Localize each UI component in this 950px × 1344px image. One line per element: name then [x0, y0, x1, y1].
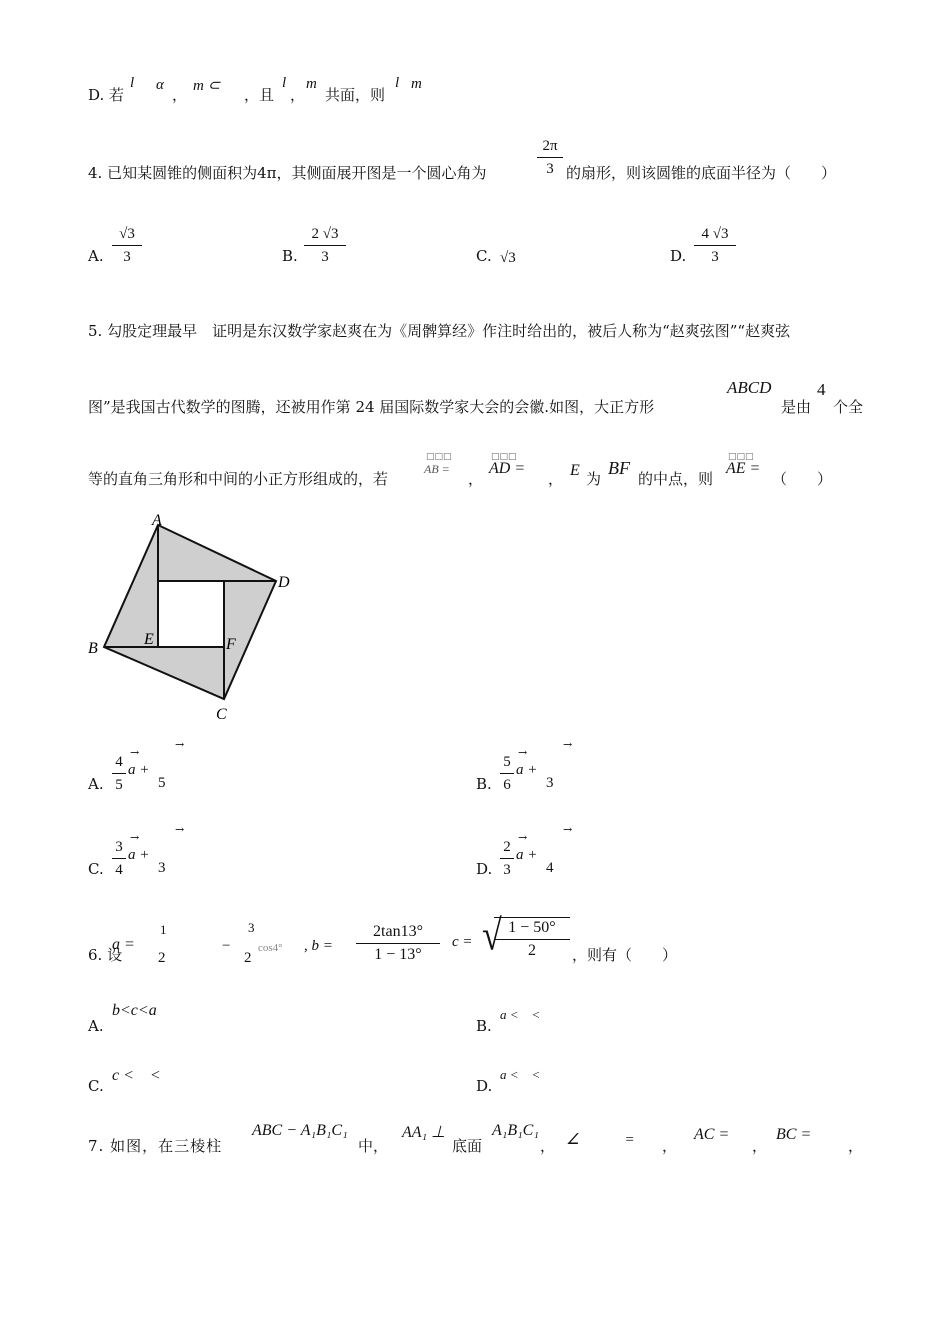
q4-stem-tail: 的扇形，则该圆锥的底面半径为（ ）: [566, 164, 837, 182]
q6-stem-tail: ，则有（ ）: [572, 946, 678, 964]
q5-stem-line1: 5. 勾股定理最早 证明是东汉数学家赵爽在为《周髀算经》作注时给出的，被后人称为“赵爽弦图”“赵爽弦: [88, 322, 791, 340]
denominator: 3: [321, 249, 329, 265]
math-ac-eq: AC =: [694, 1126, 730, 1143]
option-label: C.: [88, 1077, 104, 1095]
fraction-bar: [356, 943, 440, 944]
math-ae: AE =: [726, 460, 761, 477]
text: 共面，则: [325, 86, 386, 104]
q6-stem-start: 6. 设: [88, 946, 123, 964]
option-label: D.: [88, 86, 105, 104]
math-ab: AB =: [424, 462, 450, 476]
math-m: m: [411, 76, 422, 92]
fraction-bar: [112, 773, 126, 774]
minus: −: [222, 938, 231, 954]
text: 中，: [358, 1137, 389, 1155]
den-2: 2: [244, 950, 252, 966]
option-tail: 3: [546, 775, 554, 791]
text: 个全: [833, 398, 864, 416]
vector-arrow: →: [175, 738, 185, 751]
denominator: 6: [503, 777, 511, 793]
math-bf: BF: [608, 458, 630, 478]
text: 的中点，则: [638, 470, 714, 488]
math-angle: ∠ =: [566, 1132, 650, 1148]
math-four: 4: [817, 380, 826, 399]
q5-option-a-fraction: [112, 752, 126, 795]
vector-arrow-placeholder: □□□: [491, 452, 517, 462]
math-l: l: [130, 75, 135, 91]
a-den: 2: [158, 950, 166, 966]
q6-b-fraction: [356, 922, 440, 965]
vector-arrow: →: [518, 831, 528, 844]
text: 底面: [452, 1137, 483, 1155]
numerator: 4: [115, 754, 123, 770]
vector-arrow: →: [563, 823, 573, 836]
vector-arrow-placeholder: □□□: [426, 452, 452, 462]
option-tail: 3: [158, 860, 166, 876]
numerator: 4 √3: [701, 226, 729, 242]
math-ad: AD =: [489, 460, 526, 477]
text: ，: [752, 1137, 768, 1155]
math-a-eq: a =: [112, 936, 135, 953]
vector-arrow: →: [175, 823, 185, 836]
text: ，: [290, 86, 306, 104]
a-num: 1: [160, 922, 167, 937]
point-label-d: D: [278, 574, 290, 591]
option-label: A.: [88, 775, 104, 793]
math-bc-eq: BC =: [776, 1126, 812, 1143]
text: ，且: [244, 86, 275, 104]
numerator: 2: [503, 839, 511, 855]
q4-option-a-fraction: [112, 224, 142, 267]
q5-stem-line2: 图”是我国古代数学的图腾，还被用作第 24 届国际数学家大会的会徽.如图，大正方形: [88, 398, 655, 416]
math-aa1-perp: AA₁ ⊥: [402, 1124, 446, 1141]
q6-option-b-value: a < <: [500, 1007, 541, 1022]
q5-option-b-fraction: [500, 752, 514, 795]
vector-arrow: →: [518, 746, 528, 759]
numerator: √3: [119, 226, 135, 242]
denominator: 2: [528, 942, 536, 959]
fraction-bar: [494, 939, 570, 940]
denominator: 1 − 13°: [374, 946, 422, 963]
text: ，: [662, 1137, 678, 1155]
q4-option-d-fraction: [694, 224, 736, 267]
text: 为: [586, 470, 602, 488]
option-label: C.: [88, 860, 104, 878]
math-l: l: [395, 75, 400, 91]
option-label: B.: [476, 775, 492, 793]
vector-arrow-placeholder: □□□: [728, 452, 754, 462]
point-label-c: C: [216, 706, 227, 723]
option-label: A.: [88, 1017, 104, 1035]
math-b-eq: , b =: [304, 938, 333, 954]
text: ，: [540, 1137, 556, 1155]
q7-stem-start: 7. 如图，在三棱柱: [88, 1137, 223, 1155]
option-label: D.: [476, 1077, 493, 1095]
point-label-a: A: [152, 512, 162, 529]
math-base-abc1: A₁B₁C₁: [492, 1122, 539, 1139]
denominator: 3: [123, 249, 131, 265]
denominator: 5: [115, 777, 123, 793]
vector-a-plus: a +: [128, 762, 150, 778]
text: ，: [468, 470, 484, 488]
q5-option-c-fraction: [112, 837, 126, 880]
numerator: 3: [115, 839, 123, 855]
vector-arrow: →: [130, 746, 140, 759]
cos-term: cos4°: [258, 942, 283, 954]
q5-option-d-fraction: [500, 837, 514, 880]
denominator: 4: [115, 862, 123, 878]
fraction-bar: [694, 245, 736, 246]
fraction-bar: [500, 773, 514, 774]
fraction-bar: [304, 245, 346, 246]
option-label: B.: [282, 247, 298, 265]
option-tail: 5: [158, 775, 166, 791]
text: 若: [109, 86, 125, 104]
math-l: l: [282, 75, 287, 91]
q3-option-d: [88, 84, 124, 105]
option-label: B.: [476, 1017, 492, 1035]
vector-arrow: →: [130, 831, 140, 844]
q5-stem-line3: 等的直角三角形和中间的小正方形组成的，若: [88, 470, 389, 488]
q4-stem: 4. 已知某圆锥的侧面积为4π，其侧面展开图是一个圆心角为: [88, 164, 487, 182]
numerator: 2π: [542, 138, 558, 154]
zhao-shuang-figure: [80, 505, 310, 730]
vector-a-plus: a +: [516, 762, 538, 778]
math-e: E: [570, 462, 580, 479]
q6-c-fraction: [494, 917, 570, 961]
option-tail: 4: [546, 860, 554, 876]
sqrt3-num: 3: [248, 920, 255, 935]
text: ，: [548, 470, 564, 488]
numerator: 2tan13°: [373, 923, 423, 940]
fraction-bar: [537, 157, 563, 158]
text: ，: [172, 86, 188, 104]
math-m-subset: m ⊂: [193, 78, 221, 94]
vector-a-plus: a +: [516, 847, 538, 863]
q6-option-c-value: c < <: [112, 1067, 161, 1084]
math-m: m: [306, 76, 317, 92]
math-c-eq: c =: [452, 934, 473, 950]
denominator: 3: [546, 161, 554, 177]
option-label: D.: [670, 247, 687, 265]
numerator: 5: [503, 754, 511, 770]
q4-option-c-value: √3: [500, 250, 516, 266]
text: 是由: [781, 398, 812, 416]
fraction-bar: [112, 858, 126, 859]
sqrt-radical: √: [482, 911, 502, 959]
point-label-f: F: [226, 636, 236, 653]
point-label-b: B: [88, 640, 98, 657]
math-abcd: ABCD: [727, 378, 772, 397]
math-alpha: α: [156, 77, 164, 93]
text: ，: [848, 1137, 864, 1155]
q6-option-d-value: a < <: [500, 1067, 541, 1082]
option-label: D.: [476, 860, 493, 878]
fraction-bar: [500, 858, 514, 859]
denominator: 3: [711, 249, 719, 265]
option-label: A.: [88, 247, 104, 265]
q4-fraction: [537, 136, 563, 179]
vector-a-plus: a +: [128, 847, 150, 863]
denominator: 3: [503, 862, 511, 878]
small-square: [158, 581, 224, 647]
q6-option-a-value: b<c<a: [112, 1002, 157, 1019]
q4-option-b-fraction: [304, 224, 346, 267]
math-prism: ABC − A₁B₁C₁: [252, 1122, 348, 1139]
text: （ ）: [772, 470, 833, 488]
point-label-e: E: [144, 631, 154, 648]
numerator: 2 √3: [311, 226, 339, 242]
numerator: 1 − 50°: [508, 919, 556, 936]
fraction-bar: [112, 245, 142, 246]
option-label: C.: [476, 247, 492, 265]
vector-arrow: →: [563, 738, 573, 751]
